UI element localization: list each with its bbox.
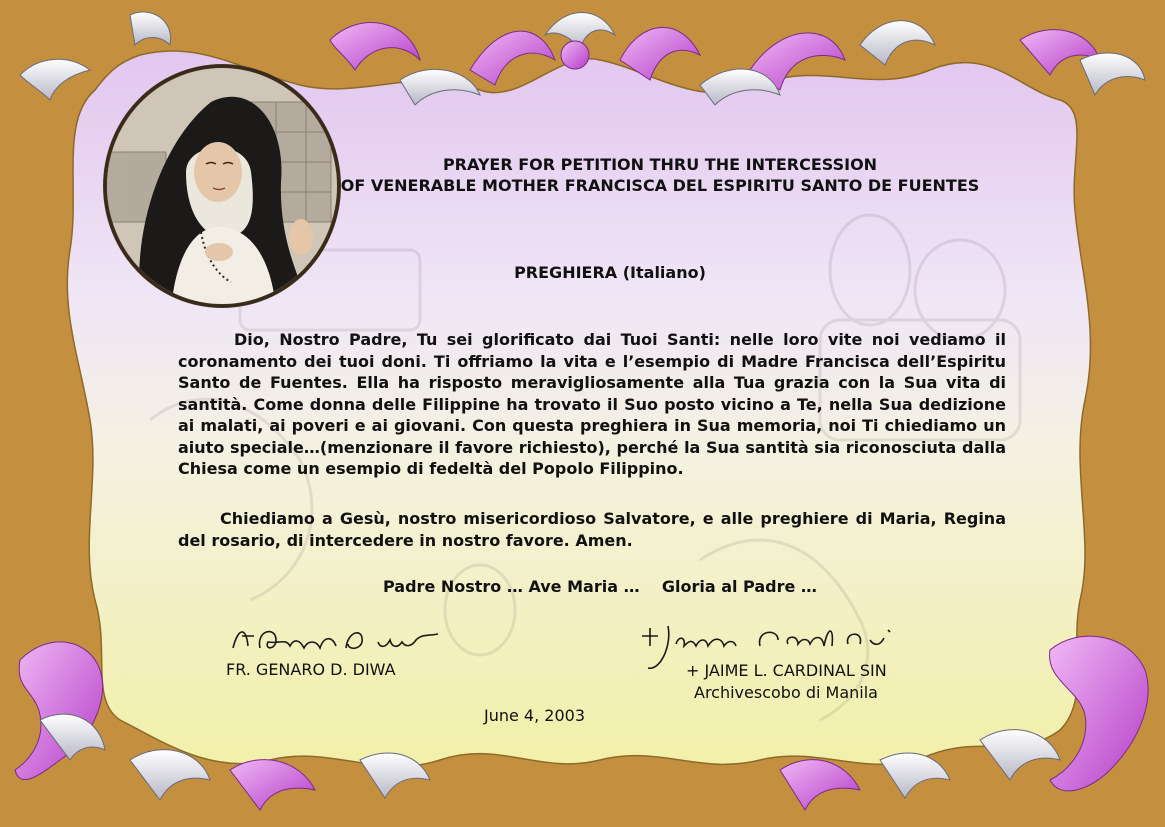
signatory-2-title: Archivescobo di Manila	[694, 683, 878, 702]
signatory-1-name: FR. GENARO D. DIWA	[226, 660, 396, 679]
closing-prayers: Padre Nostro … Ave Maria … Gloria al Padre …	[383, 577, 817, 596]
title-line-1: PRAYER FOR PETITION THRU THE INTERCESSION	[442, 155, 878, 174]
prayer-paragraph-2	[178, 508, 1006, 551]
title-line-2: OF VENERABLE MOTHER FRANCISCA DEL ESPIRITU SANTO DE FUENTES	[340, 176, 980, 195]
language-heading: PREGHIERA (Italiano)	[514, 263, 706, 282]
signature-genaro-diwa	[228, 618, 443, 658]
prayer-paragraph-1	[178, 329, 1006, 480]
signatory-2-name: + JAIME L. CARDINAL SIN	[686, 661, 887, 680]
document-date: June 4, 2003	[484, 706, 585, 725]
prayer-paragraph-2-text: Chiediamo a Gesù, nostro misericordioso Salvatore, e alle preghiere di Maria, Regina del rosario, di intercedere in nostro favore. Amen.	[178, 509, 1006, 550]
prayer-title	[300, 154, 1020, 196]
prayer-paragraph-1-text: Dio, Nostro Padre, Tu sei glorificato dai Tuoi Santi: nelle loro vite noi vediamo il coronamento dei tuoi doni. Ti offriamo la vita e l’esempio di Madre Francisca dell’Espiritu Santo de Fuentes. Ella ha risposto meravigliosamente alla Tua grazia con la Sua vita di santità. Come donna delle Filippine ha trovato il Suo posto vicino a Te, nella Sua dedizione ai malati, ai poveri e ai giovani. Con questa preghiera in Sua memoria, noi Ti chiediamo un aiuto speciale…(menzionare il favore richiesto), perché la Sua santità sia riconosciuta dalla Chiesa come un esempio di fedeltà del Popolo Filippino.	[178, 330, 1006, 478]
